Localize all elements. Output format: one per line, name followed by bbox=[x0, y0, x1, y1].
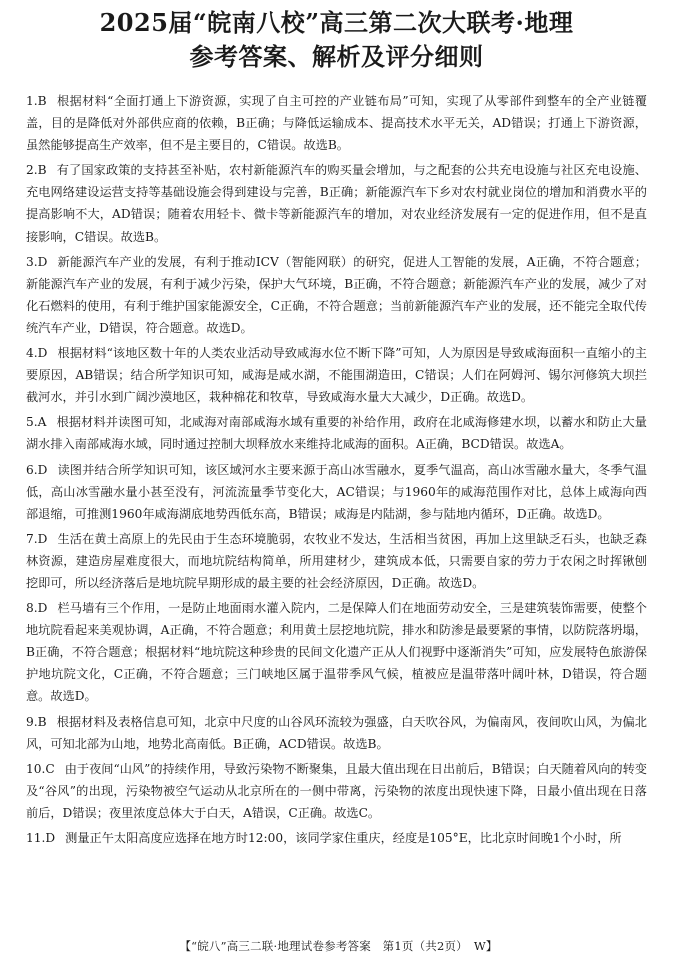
document-subtitle: 参考答案、解析及评分细则 bbox=[189, 42, 484, 71]
question-number: 7. bbox=[26, 531, 38, 546]
question-number: 3. bbox=[26, 254, 38, 269]
answer-explanation: 有了国家政策的支持甚至补贴，农村新能源汽车的购买量会增加，与之配套的公共充电设施与社区充电设施、充电网络建设运营支持等基础设施会得到建设与完善，B正确；新能源汽车下乡对农村就业岗位的增加和消费水平的提高影响不大，AD错误；随着农用轻卡、微卡等新能源汽车的增加，对农业经济发展有一定的促进作用，但不是直接影响，C错误。故选B。 bbox=[26, 163, 647, 244]
answer-choice: D bbox=[37, 254, 48, 269]
answer-choice: D bbox=[45, 831, 56, 845]
question-number: 9. bbox=[26, 714, 38, 729]
answer-choice: D bbox=[37, 601, 48, 616]
answer-explanation: 栏马墙有三个作用，一是防止地面雨水灌入院内，二是保障人们在地面劳动安全，三是建筑装饰需要，使整个地坑院看起来美观协调，A正确，不符合题意；利用黄土层挖地坑院，排水和防渗是最要紧的事情，以防院落坍塌，B正确，不符合题意；根据材料“地坑院这种珍贵的民间文化遗产正从人们视野中逐渐消失”可知，应发展特色旅游保护地坑院文化，C正确，不符合题意；三门峡地区属于温带季风气候，植被应是温带落叶阔叶林，D错误，符合题意。故选D。 bbox=[26, 601, 647, 704]
answer-explanation: 生活在黄土高原上的先民由于生态环境脆弱，农牧业不发达，生活相当贫困，再加上这里缺乏石头，也缺乏森林资源，建造房屋难度很大，而地坑院结构简单，所用建材少，建筑成本低，只需要自家的劳力于农闲之时挥锹刨挖即可，所以经济落后是地坑院早期形成的最主要的社会经济原因，D正确。故选D。 bbox=[26, 531, 647, 590]
answer-explanation: 根据材料“全面打通上下游资源，实现了自主可控的产业链布局”可知，实现了从零部件到整车的全产业链覆盖，目的是降低对外部供应商的依赖，B正确；与降低运输成本、提高技术水平无关，AD错误；打通上下游资源，虽然能够提高生产效率，但不是主要目的，C错误。故选B。 bbox=[26, 94, 647, 153]
answer-item bbox=[26, 758, 647, 824]
answer-item bbox=[26, 411, 647, 455]
question-number: 4. bbox=[26, 346, 38, 361]
answer-item bbox=[26, 711, 647, 755]
answer-explanation: 由于夜间“山风”的持续作用，导致污染物不断聚集，且最大值出现在日出前后，B错误；白天随着风向的转变及“谷风”的出现，污染物被空气运动从北京所在的一侧中带离，污染物的浓度出现快速下降，日最小值出现在日落前后，D错误；夜里浓度总体大于白天，A错误，C正确。故选C。 bbox=[26, 761, 647, 820]
answer-list bbox=[26, 90, 647, 849]
answer-explanation: 根据材料并读图可知，北咸海对南部咸海水域有重要的补给作用，政府在北咸海修建水坝，以蓄水和防止大量湖水排入南部咸海水域，同时通过控制大坝释放水来维持北咸海的面积。A正确，BCD错误。故选A。 bbox=[26, 415, 647, 452]
question-number: 5. bbox=[26, 415, 38, 430]
answer-explanation: 新能源汽车产业的发展，有利于推动ICV（智能网联）的研究，促进人工智能的发展，A正确，不符合题意；新能源汽车产业的发展，有利于减少污染，保护大气环境，B正确，不符合题意；新能源汽车产业的发展，减少了对化石燃料的使用，有利于维护国家能源安全，C正确，不符合题意；当前新能源汽车产业的发展，还不能完全取代传统汽车产业，D错误，符合题意。故选D。 bbox=[26, 254, 647, 335]
answer-item bbox=[26, 251, 647, 339]
answer-choice: C bbox=[45, 761, 55, 776]
answer-choice: D bbox=[37, 346, 48, 361]
answer-explanation: 根据材料及表格信息可知，北京中尺度的山谷风环流较为强盛，白天吹谷风，为偏南风，夜间吹山风，为偏北风，可知北部为山地，地势北高南低。B正确，ACD错误。故选B。 bbox=[26, 714, 647, 751]
answer-choice: A bbox=[37, 415, 47, 430]
answer-choice: B bbox=[37, 714, 47, 729]
answer-item bbox=[26, 342, 647, 408]
answer-explanation: 根据材料“该地区数十年的人类农业活动导致咸海水位不断下降”可知，人为原因是导致咸海面积一直缩小的主要原因，AB错误；结合所学知识可知，咸海是咸水湖，不能围湖造田，C错误；人们在阿姆河、锡尔河修筑大坝拦截河水，并引水到广阔沙漠地区，栽种棉花和牧草，导致咸海水量大大减少，D正确。故选D。 bbox=[26, 346, 647, 405]
question-number: 1. bbox=[26, 94, 38, 108]
question-number: 10. bbox=[26, 761, 46, 776]
answer-item bbox=[26, 159, 647, 247]
question-number: 2. bbox=[26, 163, 38, 178]
answer-item bbox=[26, 90, 647, 156]
answer-choice: D bbox=[37, 462, 48, 477]
answer-item bbox=[26, 827, 647, 849]
answer-choice: D bbox=[37, 531, 48, 546]
question-number: 8. bbox=[26, 601, 38, 616]
page-footer: 【“皖八”高三二联·地理试卷参考答案 第1页（共2页） W】 bbox=[179, 939, 498, 953]
answer-explanation: 测量正午太阳高度应选择在地方时12:00，该同学家住重庆，经度是105°E，比北京时间晚1个小时，所 bbox=[65, 831, 622, 845]
answer-item bbox=[26, 528, 647, 594]
question-number: 6. bbox=[26, 462, 38, 477]
document-title: 2025届“皖南八校”高三第二次大联考·地理 bbox=[99, 8, 574, 37]
answer-item bbox=[26, 597, 647, 707]
answer-item bbox=[26, 459, 647, 525]
answer-choice: B bbox=[37, 163, 47, 178]
question-number: 11. bbox=[26, 831, 46, 845]
answer-explanation: 读图并结合所学知识可知，该区域河水主要来源于高山冰雪融水，夏季气温高，高山冰雪融水量大，冬季气温低，高山冰雪融水量小甚至没有，河流流量季节变化大，AC错误；与1960年的咸海范围作对比，总体上咸海向西部退缩，可推测1960年咸海湖底地势西低东高，B错误；咸海是内陆湖，参与陆地内循环，D正确。故选D。 bbox=[26, 462, 647, 521]
answer-choice: B bbox=[37, 94, 47, 108]
